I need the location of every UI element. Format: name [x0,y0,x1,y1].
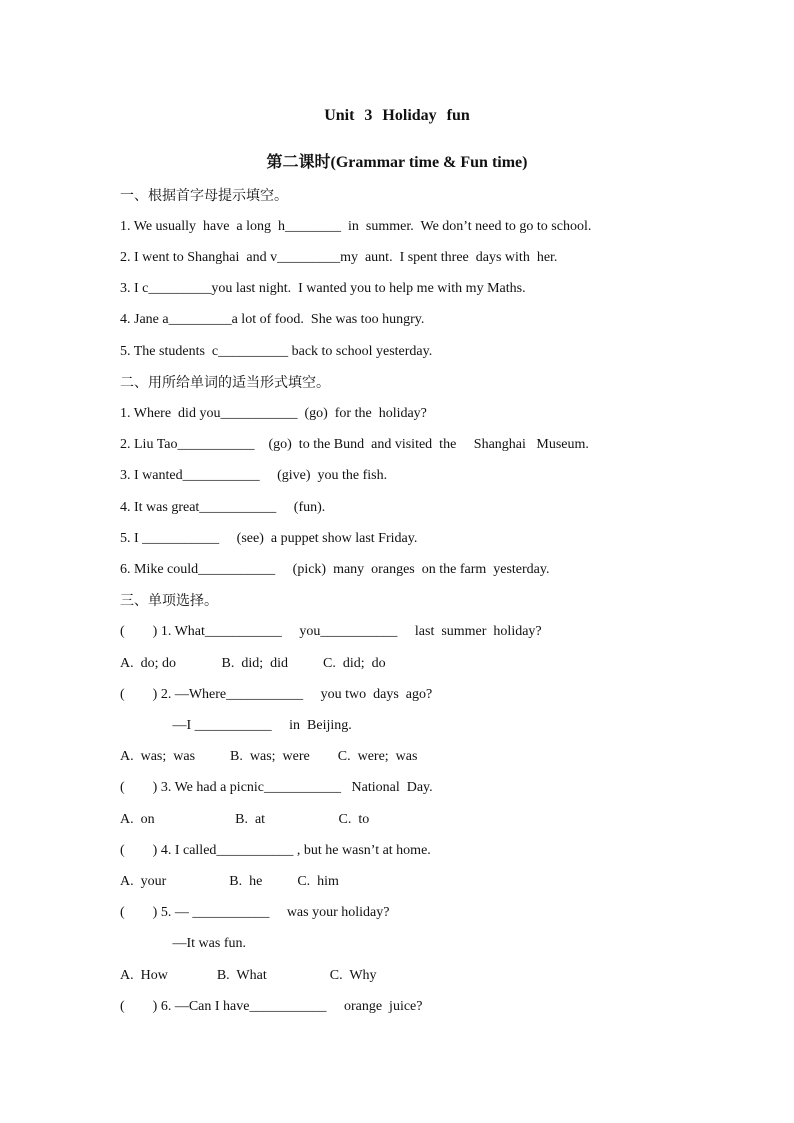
exercise-item: 4. It was great___________ (fun). [120,500,326,515]
exercise-item: 4. Jane a_________a lot of food. She was too hungry. [120,312,425,327]
section-1-heading: 一、根据首字母提示填空。 [120,188,288,204]
answer-options: A. your B. he C. him [120,874,339,889]
exercise-item: 6. Mike could___________ (pick) many oranges on the farm yesterday. [120,562,550,577]
answer-options: A. on B. at C. to [120,812,370,827]
exercise-item: 5. I ___________ (see) a puppet show last Friday. [120,531,418,546]
exercise-item: 2. Liu Tao___________ (go) to the Bund and visited the Shanghai Museum. [120,437,589,452]
exercise-item: 3. I wanted___________ (give) you the fish. [120,468,388,483]
question-stem: ( ) 1. What___________ you___________ last summer holiday? [120,624,542,639]
section-2-heading: 二、用所给单词的适当形式填空。 [120,375,330,391]
question-stem: ( ) 4. I called___________ , but he wasn’t at home. [120,843,431,858]
lesson-subtitle: 第二课时(Grammar time & Fun time) [266,154,528,171]
exercise-item: 5. The students c__________ back to school yesterday. [120,344,433,359]
answer-options: A. do; do B. did; did C. did; do [120,656,386,671]
answer-options: A. was; was B. was; were C. were; was [120,749,418,764]
question-stem: ( ) 3. We had a picnic___________ National Day. [120,780,433,795]
exercise-item: 1. Where did you___________ (go) for the holiday? [120,406,427,421]
question-stem: ( ) 5. — ___________ was your holiday? [120,905,390,920]
question-stem: ( ) 2. —Where___________ you two days ago? [120,687,433,702]
section-3-heading: 三、单项选择。 [120,593,218,609]
question-reply: —It was fun. [120,936,246,951]
answer-options: A. How B. What C. Why [120,968,377,983]
question-stem: ( ) 6. —Can I have___________ orange juice? [120,999,423,1014]
exercise-item: 3. I c_________you last night. I wanted you to help me with my Maths. [120,281,526,296]
unit-title: Unit 3 Holiday fun [324,107,470,124]
exercise-item: 1. We usually have a long h________ in summer. We don’t need to go to school. [120,219,592,234]
exercise-item: 2. I went to Shanghai and v_________my aunt. I spent three days with her. [120,250,558,265]
question-reply: —I ___________ in Beijing. [120,718,352,733]
